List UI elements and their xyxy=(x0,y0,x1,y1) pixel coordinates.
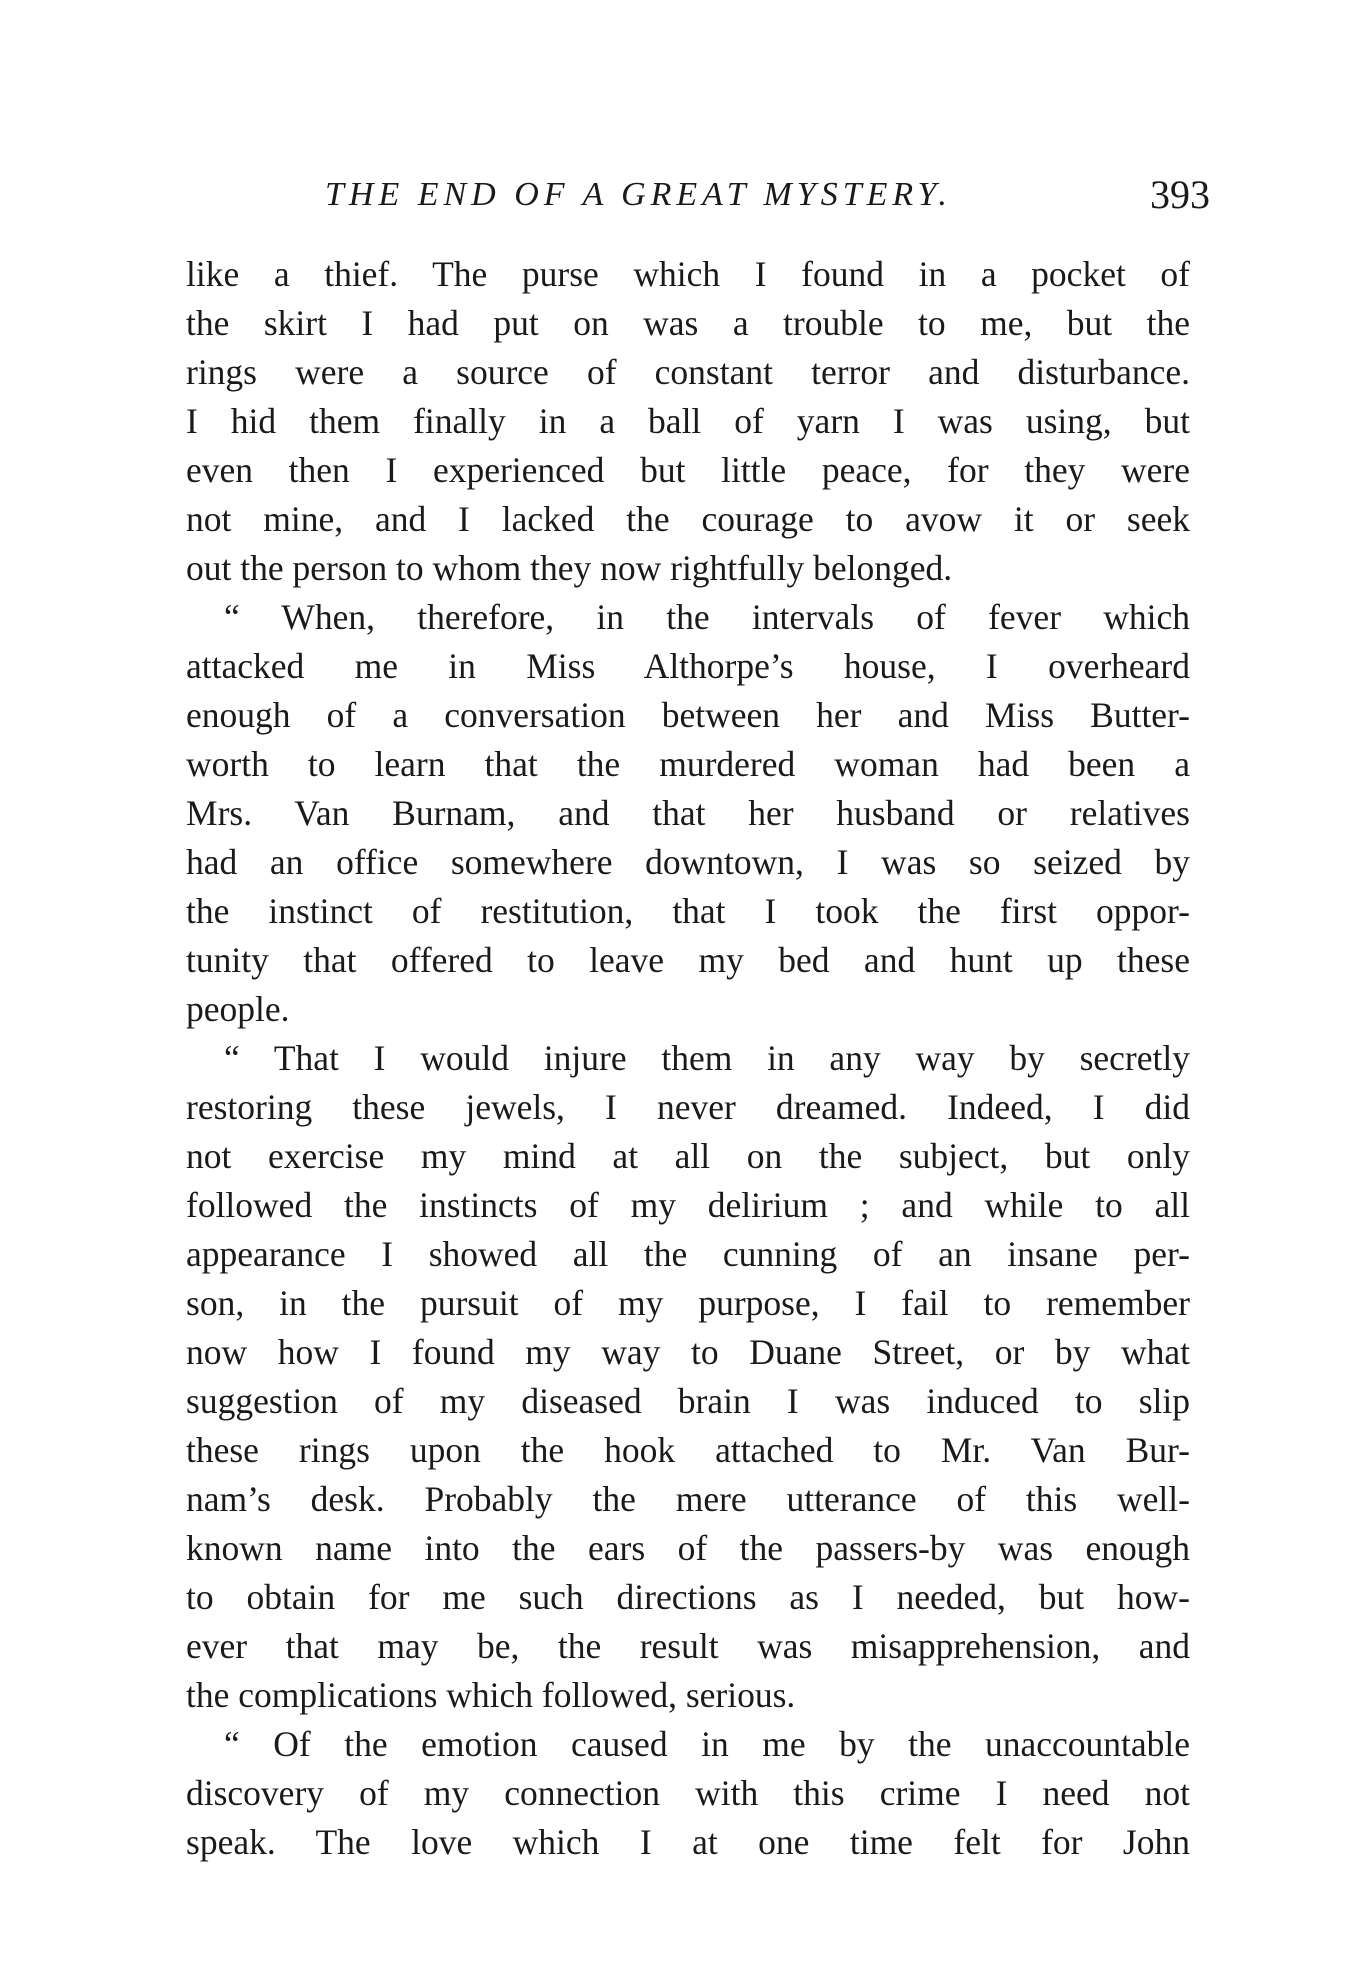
text-line: son, in the pursuit of my purpose, I fail to remember xyxy=(186,1283,1190,1323)
text-line: enough of a conversation between her and Miss Butter- xyxy=(186,695,1190,735)
text-line: appearance I showed all the cunning of an insane per- xyxy=(186,1234,1190,1274)
text-line: not mine, and I lacked the courage to avow it or seek xyxy=(186,499,1190,539)
text-line: tunity that offered to leave my bed and hunt up these xyxy=(186,940,1190,980)
text-line: I hid them finally in a ball of yarn I was using, but xyxy=(186,401,1190,441)
text-line: the complications which followed, serious. xyxy=(186,1675,796,1715)
text-line: now how I found my way to Duane Street, or by what xyxy=(186,1332,1190,1372)
text-line: like a thief. The purse which I found in a pocket of xyxy=(186,254,1190,294)
text-line: even then I experienced but little peace, for they were xyxy=(186,450,1190,490)
running-head xyxy=(325,170,1210,220)
page-number: 393 xyxy=(1150,172,1210,217)
text-line: not exercise my mind at all on the subject, but only xyxy=(186,1136,1190,1176)
text-line: restoring these jewels, I never dreamed. Indeed, I did xyxy=(186,1087,1190,1127)
body-text xyxy=(186,250,1190,1867)
text-line: to obtain for me such directions as I needed, but how- xyxy=(186,1577,1190,1617)
text-line: “ Of the emotion caused in me by the unaccountable xyxy=(224,1724,1190,1764)
text-line: suggestion of my diseased brain I was induced to slip xyxy=(186,1381,1190,1421)
text-line: worth to learn that the murdered woman had been a xyxy=(186,744,1190,784)
text-line: these rings upon the hook attached to Mr. Van Bur- xyxy=(186,1430,1190,1470)
text-line: out the person to whom they now rightfully belonged. xyxy=(186,548,953,588)
text-line: ever that may be, the result was misapprehension, and xyxy=(186,1626,1190,1666)
text-line: known name into the ears of the passers-by was enough xyxy=(186,1528,1190,1568)
text-line: the instinct of restitution, that I took the first oppor- xyxy=(186,891,1190,931)
text-line: discovery of my connection with this crime I need not xyxy=(186,1773,1190,1813)
text-line: had an office somewhere downtown, I was so seized by xyxy=(186,842,1190,882)
text-line: people. xyxy=(186,989,290,1029)
text-line: rings were a source of constant terror and disturbance. xyxy=(186,352,1190,392)
text-line: the skirt I had put on was a trouble to me, but the xyxy=(186,303,1190,343)
text-line: “ That I would injure them in any way by secretly xyxy=(224,1038,1190,1078)
text-line: followed the instincts of my delirium ; and while to all xyxy=(186,1185,1190,1225)
text-line: “ When, therefore, in the intervals of fever which xyxy=(224,597,1190,637)
text-line: attacked me in Miss Althorpe’s house, I overheard xyxy=(186,646,1190,686)
text-line: speak. The love which I at one time felt for John xyxy=(186,1822,1190,1862)
running-title: THE END OF A GREAT MYSTERY. xyxy=(325,176,952,213)
text-line: Mrs. Van Burnam, and that her husband or relatives xyxy=(186,793,1190,833)
text-line: nam’s desk. Probably the mere utterance of this well- xyxy=(186,1479,1190,1519)
